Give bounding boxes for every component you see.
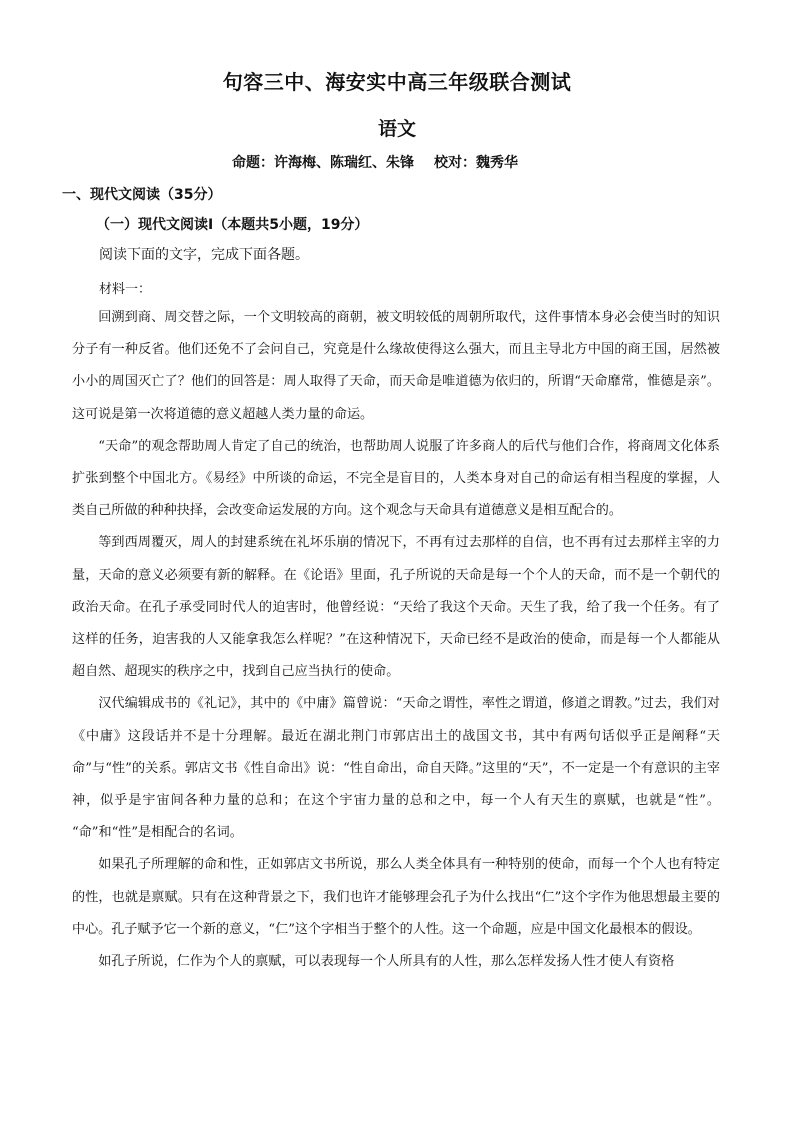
authors-line: [232, 152, 518, 172]
passage-body: [72, 302, 720, 978]
checker-label: 校对：魏秀华: [434, 155, 518, 171]
authors-label: 命题：许海梅、陈瑞红、朱锋: [232, 155, 414, 171]
exam-title: 句容三中、海安实中高三年级联合测试: [222, 70, 572, 94]
passage-paragraph: “天命”的观念帮助周人肯定了自己的统治，也帮助周人说服了许多商人的后代与他们合作，将商周文化体系扩张到整个中国北方。《易经》中所谈的命运，不完全是盲目的，人类本身对自己的命运有相当程度的掌握，人类自己所做的种种抉择，会改变命运发展的方向。这个观念与天命具有道德意义是相互配合的。: [72, 438, 720, 519]
passage-paragraph: 等到西周覆灭，周人的封建系统在礼坏乐崩的情况下，不再有过去那样的自信，也不再有过去那样主宰的力量，天命的意义必须要有新的解释。在《论语》里面，孔子所说的天命是每一个个人的天命，而不是一个朝代的政治天命。在孔子承受同时代人的迫害时，他曾经说：“天给了我这个天命。天生了我，给了我一个任务。有了这样的任务，迫害我的人又能拿我怎么样呢？”在这种情况下，天命已经不是政治的使命，而是每一个人都能从超自然、超现实的秩序之中，找到自己应当执行的使命。: [72, 535, 720, 680]
subsection-heading: （一）现代文阅读Ⅰ（本题共5小题，19分）: [96, 217, 369, 233]
passage-paragraph: 如果孔子所理解的命和性，正如郭店文书所说，那么人类全体具有一种特别的使命，而每一个个人也有特定的性，也就是禀赋。只有在这种背景之下，我们也许才能够理会孔子为什么找出“仁”这个字作为他思想最主要的中心。孔子赋予它一个新的意义，“仁”这个字相当于整个的人性。这一个命题，应是中国文化最根本的假设。: [72, 857, 720, 937]
instruction-text: 阅读下面的文字，完成下面各题。: [99, 247, 309, 263]
material-label: 材料一：: [99, 282, 152, 297]
passage-paragraph: 回溯到商、周交替之际，一个文明较高的商朝，被文明较低的周朝所取代，这件事情本身必会使当时的知识分子有一种反省。他们还免不了会问自己，究竟是什么缘故使得这么强大，而且主导北方中国的商王国，居然被小小的周国灭亡了？他们的回答是：周人取得了天命，而天命是唯道德为依归的，所谓“天命靡常，惟德是亲”。这可说是第一次将道德的意义超越人类力量的命运。: [72, 310, 720, 422]
passage-paragraph: 汉代编辑成书的《礼记》，其中的《中庸》篇曾说：“天命之谓性，率性之谓道，修道之谓教。”过去，我们对《中庸》这段话并不是十分理解。最近在湖北荆门市郭店出土的战国文书，其中有两句话似乎正是阐释“天命”与“性”的关系。郭店文书《性自命出》说：“性自命出，命自天降。”这里的“天”，不一定是一个有意识的主宰神，似乎是宇宙间各种力量的总和；在这个宇宙力量的总和之中，每一个人有天生的禀赋，也就是“性”。 “命”和“性”是相配合的名词。: [72, 696, 720, 841]
section-heading: 一、现代文阅读（35分）: [62, 187, 222, 203]
subject-title: 语文: [377, 118, 416, 140]
passage-paragraph: 如孔子所说，仁作为个人的禀赋，可以表现每一个人所具有的人性，那么怎样发扬人性才使人有资格: [98, 954, 675, 970]
